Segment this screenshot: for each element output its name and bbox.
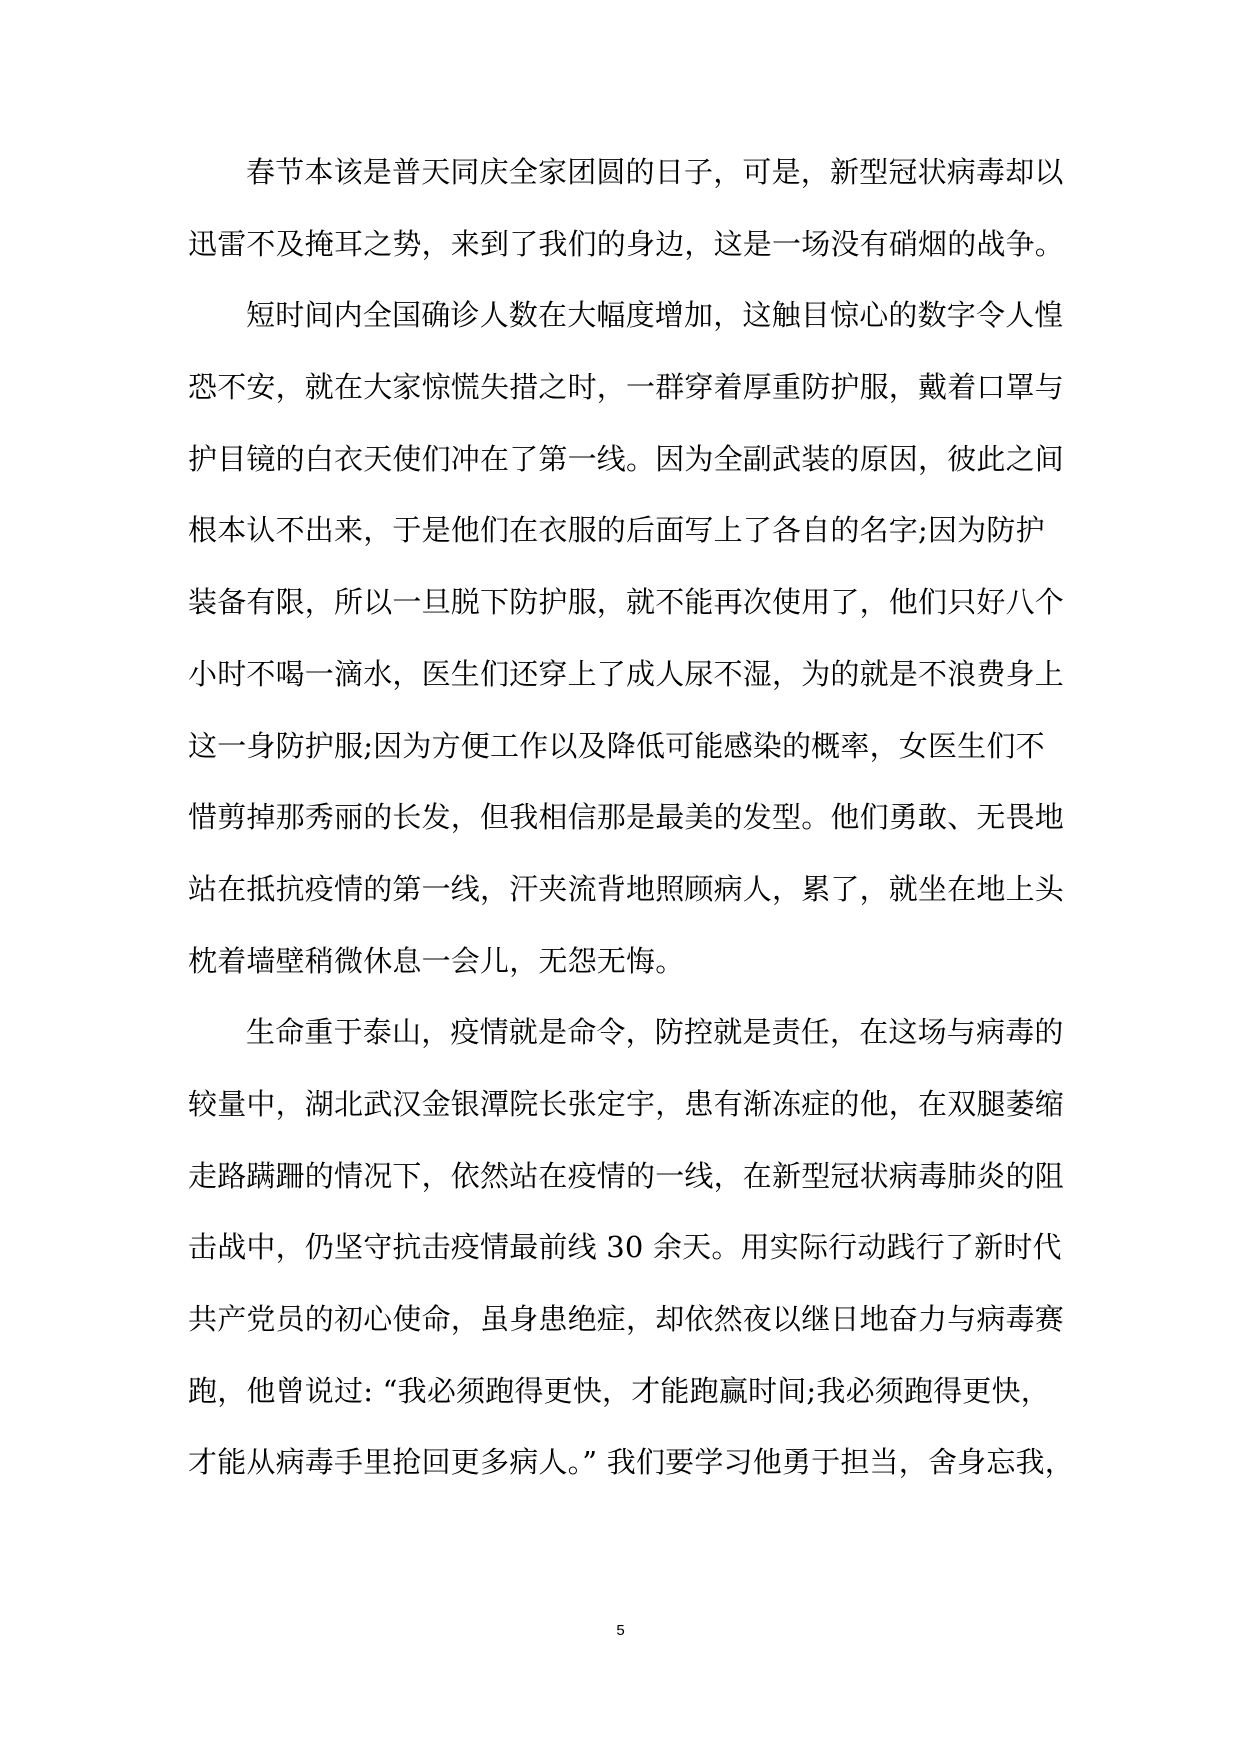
text-line: 枕着墙壁稍微休息一会儿，无怨无悔。 [188, 943, 685, 978]
text-line: 生命重于泰山，疫情就是命令，防控就是责任，在这场与病毒的 [246, 1015, 1064, 1050]
text-line: 较量中，湖北武汉金银潭院长张定宇，患有渐冻症的他，在双腿萎缩 [188, 1086, 1065, 1121]
text-line: 站在抵抗疫情的第一线，汗夹流背地照顾病人，累了，就坐在地上头 [188, 871, 1065, 906]
text-line: 短时间内全国确诊人数在大幅度增加，这触目惊心的数字令人惶 [246, 298, 1064, 333]
text-line: 跑，他曾说过: “我必须跑得更快，才能跑赢时间;我必须跑得更快， [188, 1373, 1050, 1408]
page-number: 5 [616, 1622, 625, 1639]
text-line: 护目镜的白衣天使们冲在了第一线。因为全副武装的原因，彼此之间 [188, 441, 1065, 476]
text-line: 惜剪掉那秀丽的长发，但我相信那是最美的发型。他们勇敢、无畏地 [188, 800, 1065, 835]
text-line: 共产党员的初心使命，虽身患绝症，却依然夜以继日地奋力与病毒赛 [188, 1302, 1065, 1336]
text-line: 春节本该是普天同庆全家团圆的日子，可是，新型冠状病毒却以 [246, 155, 1064, 189]
text-line: 根本认不出来，于是他们在衣服的后面写上了各自的名字;因为防护 [188, 513, 1045, 548]
body-text [188, 143, 1074, 1505]
text-line: 迅雷不及掩耳之势，来到了我们的身边，这是一场没有硝烟的战争。 [188, 226, 1065, 261]
text-line: 小时不喝一滴水，医生们还穿上了成人尿不湿，为的就是不浪费身上 [188, 656, 1065, 691]
text-line: 装备有限，所以一旦脱下防护服，就不能再次使用了，他们只好八个 [188, 585, 1065, 620]
text-line: 击战中，仍坚守抗击疫情最前线 30 余天。用实际行动践行了新时代 [188, 1230, 1062, 1265]
text-line: 才能从病毒手里抢回更多病人。” 我们要学习他勇于担当，舍身忘我， [188, 1445, 1074, 1480]
text-line: 走路蹒跚的情况下，依然站在疫情的一线，在新型冠状病毒肺炎的阻 [188, 1158, 1065, 1193]
text-line: 恐不安，就在大家惊慌失措之时，一群穿着厚重防护服，戴着口罩与 [188, 370, 1065, 405]
text-line: 这一身防护服;因为方便工作以及降低可能感染的概率，女医生们不 [188, 728, 1045, 763]
